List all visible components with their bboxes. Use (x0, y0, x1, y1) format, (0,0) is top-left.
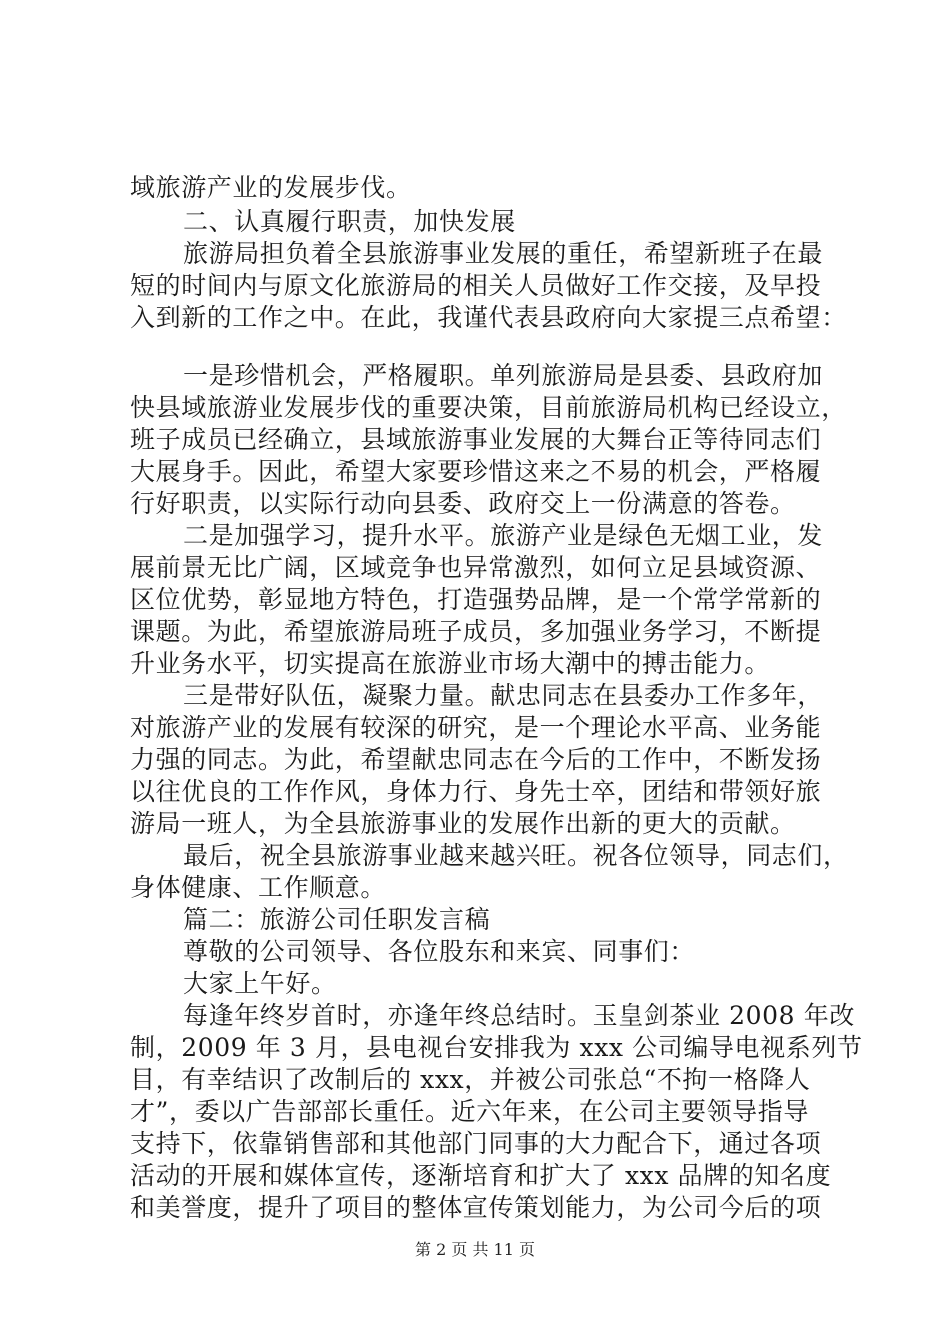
greeting: 大家上午好。 (183, 969, 337, 998)
text-line: 以往优良的工作作风，身体力行、身先士卒，团结和带领好旅 (130, 777, 822, 806)
text-line: 三是带好队伍，凝聚力量。献忠同志在县委办工作多年， (183, 681, 824, 710)
text-line: 域旅游产业的发展步伐。 (130, 173, 412, 202)
text-line: 支持下，依靠销售部和其他部门同事的大力配合下，通过各项 (130, 1129, 822, 1158)
text-line: 每逢年终岁首时，亦逢年终总结时。玉皇剑茶业 2008 年改 (183, 1001, 855, 1030)
text-line: 班子成员已经确立，县域旅游事业发展的大舞台正等待同志们 (130, 425, 822, 454)
text-line: 升业务水平，切实提高在旅游业市场大潮中的搏击能力。 (130, 649, 771, 678)
text-line: 活动的开展和媒体宣传，逐渐培育和扩大了 xxx 品牌的知名度 (130, 1161, 832, 1190)
text-line: 二是加强学习，提升水平。旅游产业是绿色无烟工业，发 (183, 521, 824, 550)
text-line: 力强的同志。为此，希望献忠同志在今后的工作中，不断发扬 (130, 745, 822, 774)
text-line: 一是珍惜机会，严格履职。单列旅游局是县委、县政府加 (183, 361, 824, 390)
text-line: 身体健康、工作顺意。 (130, 873, 387, 902)
text-line: 制，2009 年 3 月，县电视台安排我为 xxx 公司编导电视系列节 (130, 1033, 863, 1062)
text-line: 和美誉度，提升了项目的整体宣传策划能力，为公司今后的项 (130, 1193, 822, 1222)
text-line: 游局一班人，为全县旅游事业的发展作出新的更大的贡献。 (130, 809, 796, 838)
text-line: 区位优势，彰显地方特色，打造强势品牌，是一个常学常新的 (130, 585, 822, 614)
section-heading: 篇二：旅游公司任职发言稿 (183, 905, 491, 934)
text-line: 大展身手。因此，希望大家要珍惜这来之不易的机会，严格履 (130, 457, 822, 486)
text-line: 才”，委以广告部部长重任。近六年来，在公司主要领导指导 (130, 1097, 809, 1126)
text-line: 展前景无比广阔，区域竞争也异常激烈，如何立足县域资源、 (130, 553, 822, 582)
text-line: 目，有幸结识了改制后的 xxx，并被公司张总“不拘一格降人 (130, 1065, 811, 1094)
salutation: 尊敬的公司领导、各位股东和来宾、同事们： (183, 937, 696, 966)
section-heading: 二、认真履行职责，加快发展 (183, 207, 516, 236)
text-line: 课题。为此，希望旅游局班子成员，多加强业务学习，不断提 (130, 617, 822, 646)
text-line: 快县域旅游业发展步伐的重要决策，目前旅游局机构已经设立， (130, 393, 847, 422)
text-line: 入到新的工作之中。在此，我谨代表县政府向大家提三点希望： (130, 303, 847, 332)
page-number-footer: 第 2 页 共 11 页 (415, 1240, 535, 1259)
text-line: 最后，祝全县旅游事业越来越兴旺。祝各位领导，同志们， (183, 841, 849, 870)
text-line: 对旅游产业的发展有较深的研究，是一个理论水平高、业务能 (130, 713, 822, 742)
text-line: 短的时间内与原文化旅游局的相关人员做好工作交接，及早投 (130, 271, 822, 300)
text-line: 行好职责，以实际行动向县委、政府交上一份满意的答卷。 (130, 489, 796, 518)
text-line: 旅游局担负着全县旅游事业发展的重任，希望新班子在最 (183, 239, 824, 268)
